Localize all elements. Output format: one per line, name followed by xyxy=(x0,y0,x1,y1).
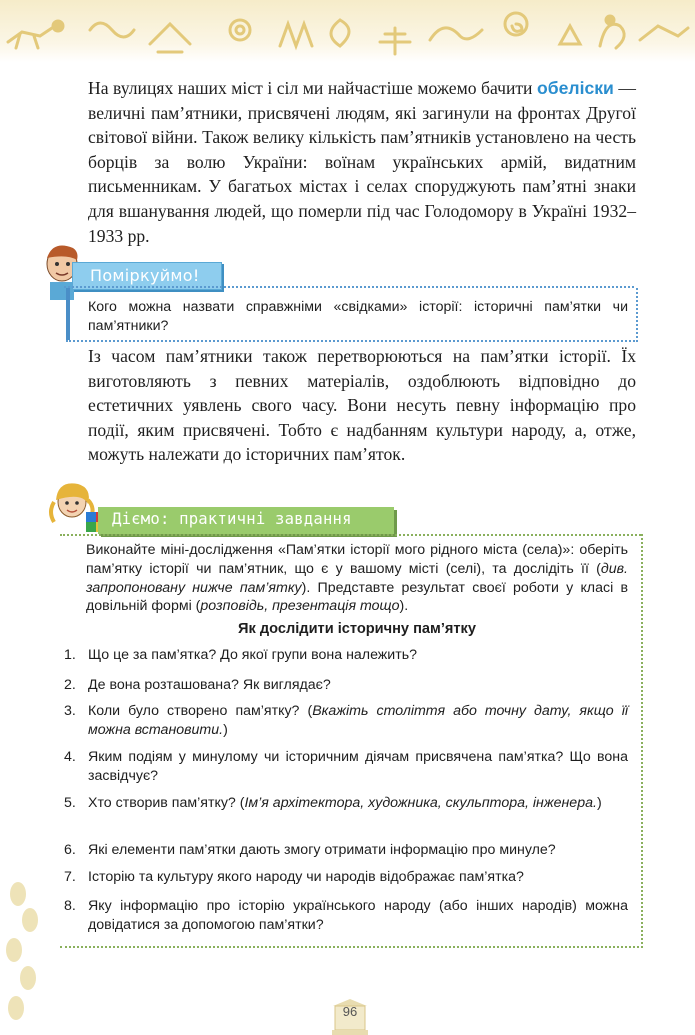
research-step xyxy=(64,702,628,740)
research-step xyxy=(64,748,628,786)
term-obelisks: обеліски xyxy=(537,78,614,98)
step-text xyxy=(88,676,628,695)
step-text xyxy=(88,841,628,860)
activity-text: ). Представте результат своєї роботи у класі в довільній формі ( xyxy=(86,579,628,615)
footprints-decoration-icon xyxy=(0,880,60,1035)
step-text-italic: Ім’я архітектора, художника, скульптора, інженера. xyxy=(244,795,597,811)
step-text xyxy=(88,794,628,813)
step-text-main: Коли було створено пам’ятку? ( xyxy=(88,703,313,719)
step-text xyxy=(88,868,628,887)
activity-heading-label: Діємо: практичні завдання xyxy=(112,510,352,528)
step-text-main: Що це за пам’ятка? До якої групи вона належить? xyxy=(88,647,418,663)
step-text xyxy=(88,646,628,665)
activity-text: Виконайте міні-дослідження «Пам’ятки історії мого рідного міста (села)»: оберіть пам’ятку історії чи пам’ятник, що є у вашому місті (селі), та дослідіть її ( xyxy=(86,542,628,577)
research-step xyxy=(64,646,628,665)
decorative-top-band xyxy=(0,0,695,62)
activity-text-italic: розповідь, презентація тощо xyxy=(200,598,400,615)
step-text-main: Хто створив пам’ятку? ( xyxy=(88,795,245,811)
petroglyph-ornament-icon xyxy=(0,0,695,62)
research-step xyxy=(64,794,628,813)
research-step xyxy=(64,841,628,860)
step-text xyxy=(88,748,628,786)
step-number: 8. xyxy=(64,898,76,914)
research-step xyxy=(64,868,628,887)
think-question: Кого можна назвати справжніми «свідками» історії: історичні пам’ятки чи пам’ятники? xyxy=(88,299,628,334)
page-number-badge xyxy=(331,998,369,1035)
think-side-bar xyxy=(66,288,70,340)
research-step xyxy=(64,676,628,695)
research-step xyxy=(64,897,628,935)
paragraph-text: На вулицях наших міст і сіл ми найчастіше можемо бачити xyxy=(88,78,537,98)
step-text-main: Історію та культуру якого народу чи народів відображає пам’ятка? xyxy=(88,869,524,885)
paragraph-text: — величні пам’ятники, присвячені людям, які загинули на фронтах Другої світової війни. Також велику кількість пам’ятників установлено на честь борців за волю України: воїнам українських армій, видатним письменникам. У багатьох містах і селах споруджують пам’ятні знаки для вшанування людей, що померли під час Голодомору в Україні 1932–1933 рр. xyxy=(88,78,636,246)
second-paragraph: Із часом пам’ятники також перетворюються на пам’ятки історії. Їх виготовляють з певних матеріалів, оздоблюють відповідно до естетичних уявлень свого часу. Вони несуть певну інформацію про події, яким присвячені. Тобто є надбанням культури народу, а, отже, можуть належати до історичних пам’яток. xyxy=(88,346,636,465)
step-text-italic: Вкажіть століття або точну дату, якщо її можна встановити. xyxy=(88,703,628,738)
step-number: 3. xyxy=(64,703,76,719)
activity-instructions xyxy=(86,541,628,616)
step-text xyxy=(88,702,628,740)
activity-text: ). xyxy=(399,598,409,615)
step-text-main: Яким подіям у минулому чи історичним діячам присвячена пам’ятка? Що вона засвідчує? xyxy=(88,749,628,784)
intro-paragraph xyxy=(88,76,636,248)
step-text-main: Яку інформацію про історію українського народу (або інших народів) можна довідатися за допомогою пам’ятки? xyxy=(88,898,628,933)
step-number: 1. xyxy=(64,647,76,663)
step-number: 6. xyxy=(64,842,76,858)
step-text xyxy=(88,897,628,935)
research-subtitle: Як дослідити історичну пам’ятку xyxy=(238,621,476,637)
step-text-tail: ) xyxy=(223,721,228,738)
step-number: 7. xyxy=(64,869,76,885)
step-number: 5. xyxy=(64,795,76,811)
step-text-main: Які елементи пам’ятки дають змогу отримати інформацію про минуле? xyxy=(88,842,556,858)
step-number: 4. xyxy=(64,749,76,765)
step-text-tail: ) xyxy=(596,795,602,811)
page-number: 96 xyxy=(342,1004,358,1019)
activity-heading xyxy=(98,507,394,534)
think-heading-label: Поміркуймо! xyxy=(90,266,200,285)
step-text-main: Де вона розташована? Як виглядає? xyxy=(88,677,331,693)
activity-text-italic: див. запропоновану нижче пам’ятку xyxy=(86,560,628,596)
step-number: 2. xyxy=(64,677,76,693)
